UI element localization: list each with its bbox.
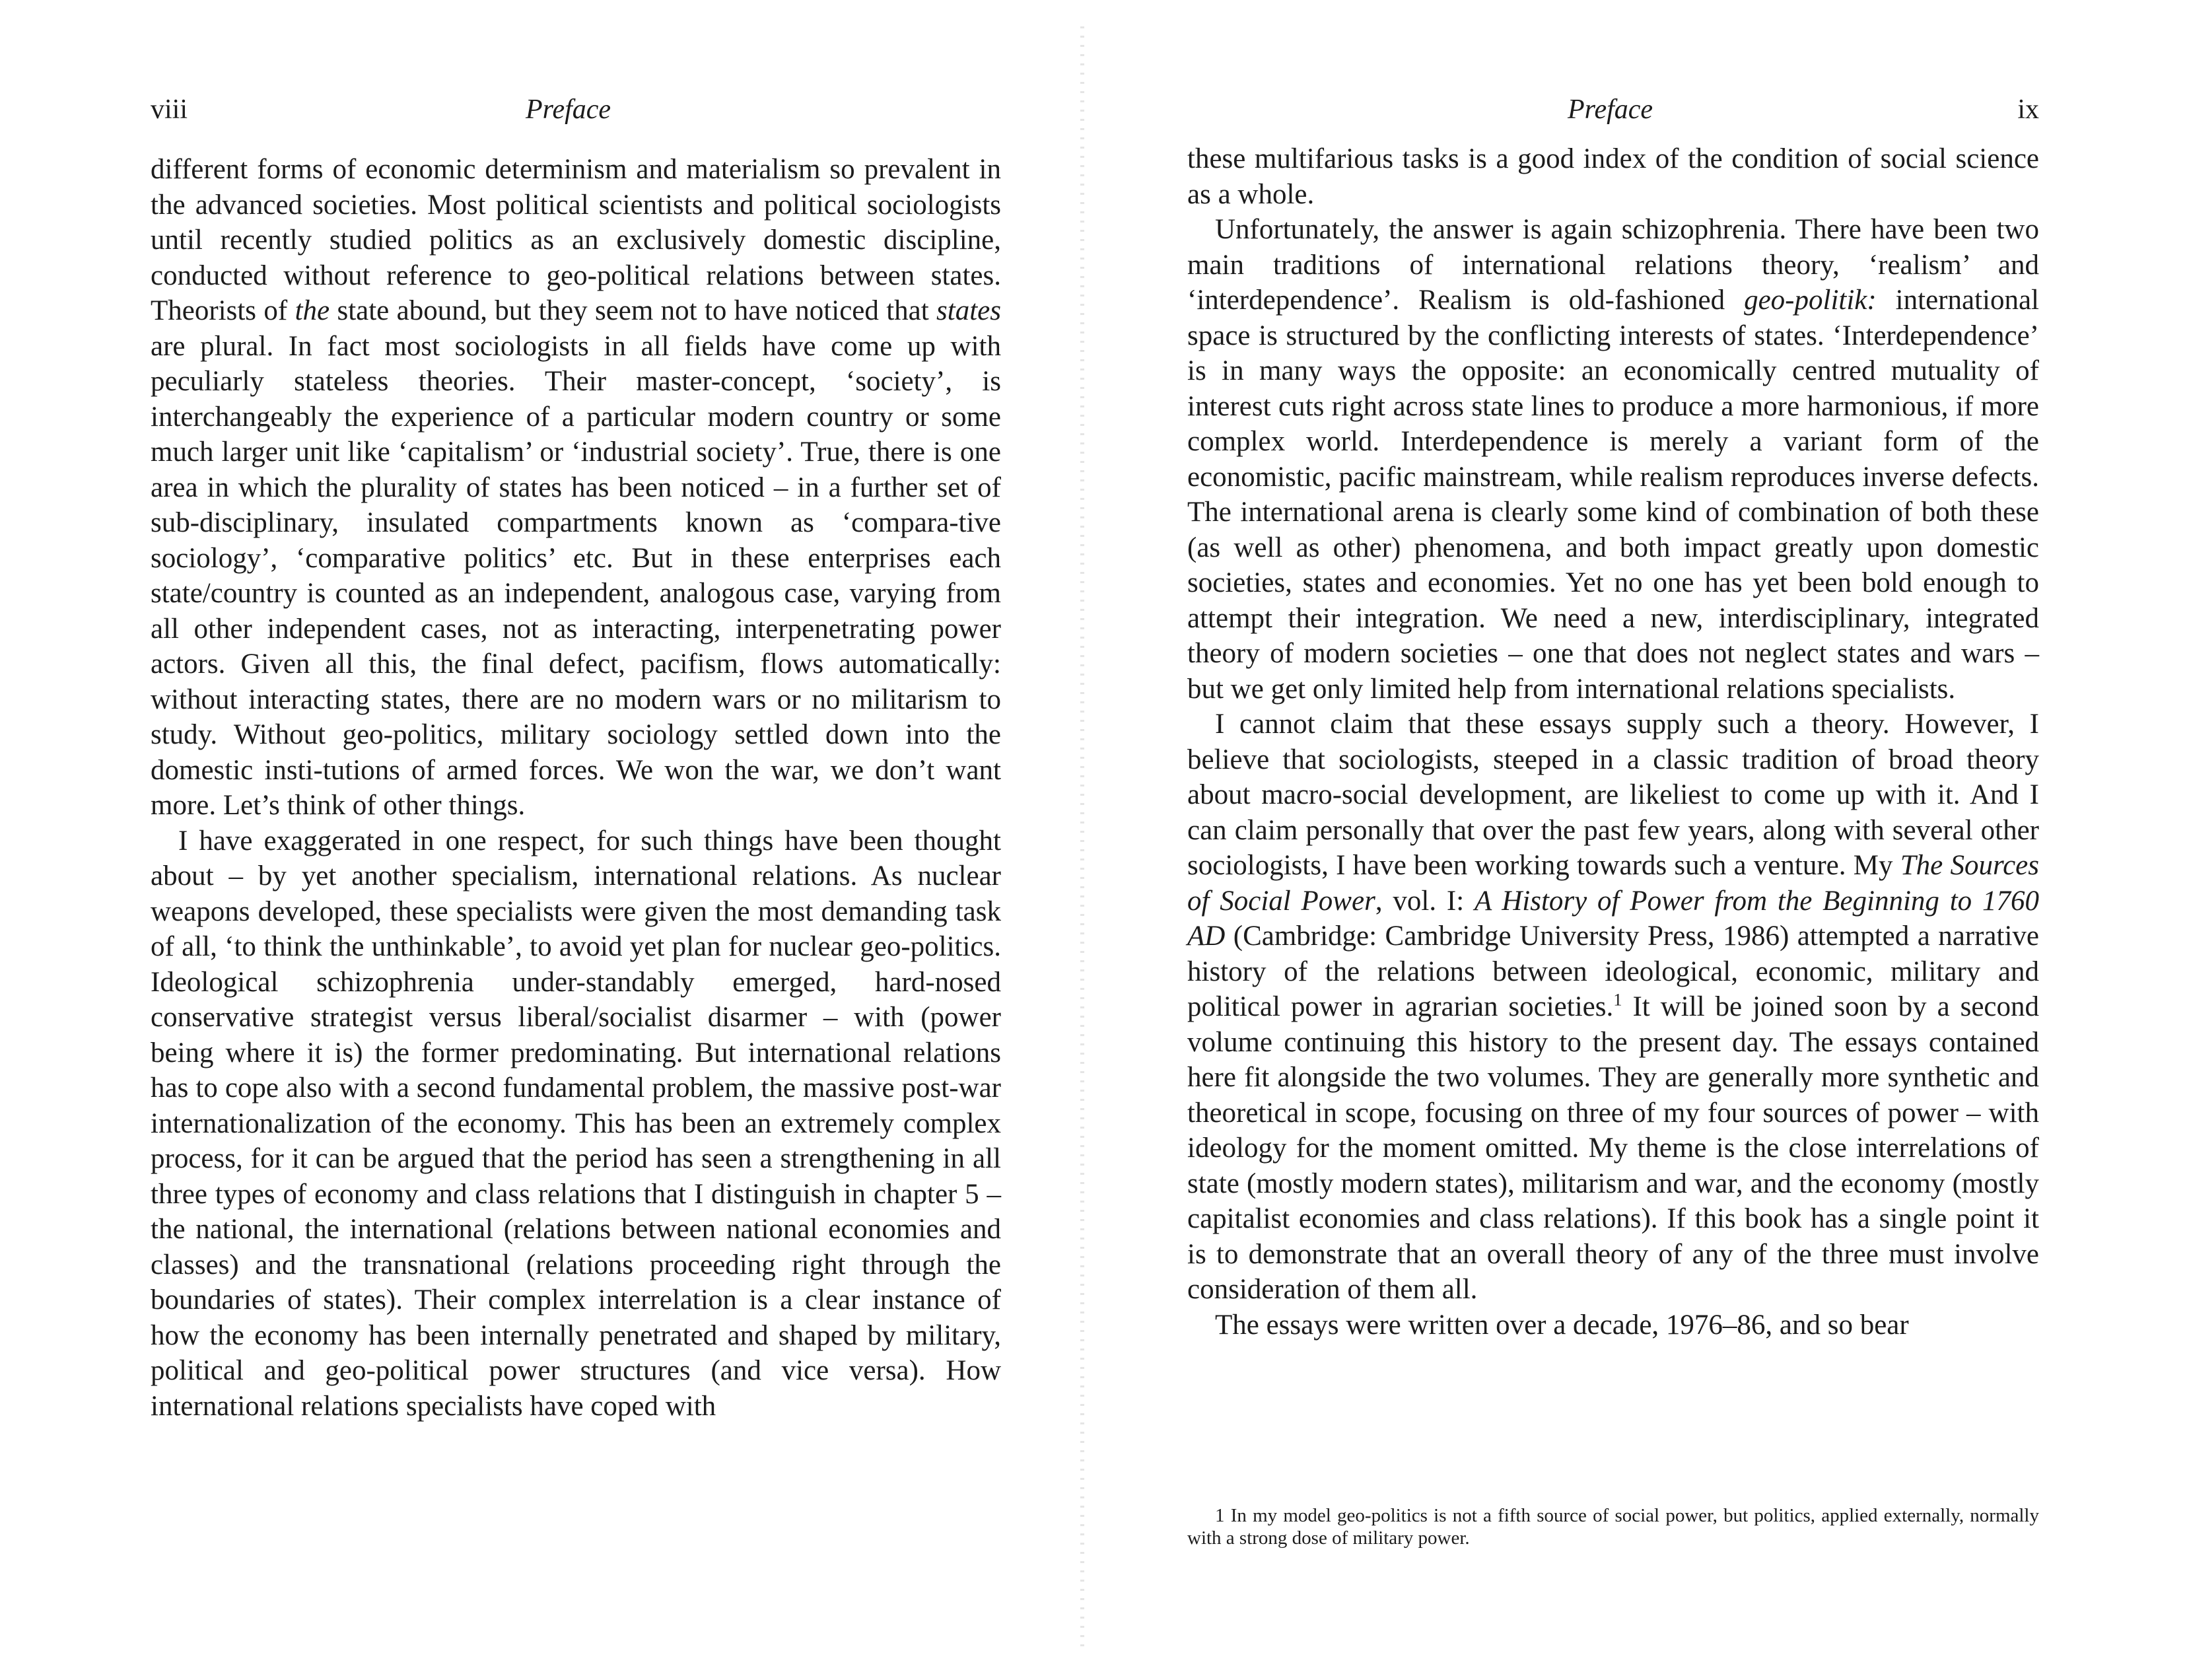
book-gutter	[1080, 26, 1084, 1651]
italic-text: states	[936, 295, 1001, 326]
text-run: international space is structured by the conflicting interests of states. ‘Interdependence’ is in many ways the opposite: an economically centred mutuality of interest cuts right across state lines to produce a more harmonious, if more complex world. Interdependence is merely a variant form of the economistic, pacific mainstream, while realism reproduces inverse defects. The international arena is clearly some kind of combination of both these (as well as other) phenomena, and both impact greatly upon domestic societies, states and economies. Yet no one has yet been bold enough to attempt their integration. We need a new, interdisciplinary, integrated theory of modern societies – one that does not neglect states and wars – but we get only limited help from international relations specialists.	[1187, 285, 2039, 705]
text-run: (Cambridge: Cambridge University Press, 1986) attempted a narrative history of the relations between ideological, economic, military and political power in agrarian societies.	[1187, 921, 2039, 1022]
paragraph	[151, 823, 1001, 1424]
text-run: different forms of economic determinism and materialism so prevalent in the advanced societies. Most political scientists and political sociologists until recently studied politics as an exclusively domestic discipline, conducted without reference to geo-political relations between states. Theorists of	[151, 154, 1001, 326]
paragraph	[1187, 141, 2039, 212]
text-run: The essays were written over a decade, 1976–86, and so bear	[1215, 1309, 1909, 1341]
text-run: state abound, but they seem not to have noticed that	[330, 295, 937, 326]
page-number: viii	[151, 94, 188, 125]
right-running-head	[1187, 91, 2039, 128]
footnote-marker: 1	[1215, 1505, 1225, 1526]
footnote-reference: 1	[1613, 989, 1622, 1010]
left-body-text	[151, 152, 1001, 1424]
text-run: Unfortunately, the answer is again schizophrenia. There have been two main traditions of international relations theory, ‘realism’ and ‘interdependence’. Realism is old-fashioned	[1187, 214, 2039, 316]
text-run: I cannot claim that these essays supply such a theory. However, I believe that sociologists, steeped in a classic tradition of broad theory about macro-social development, are likeliest to come up with it. And I can claim personally that over the past few years, along with several other sociologists, I have been working towards such a venture. My	[1187, 709, 2039, 881]
paragraph	[1187, 1308, 2039, 1343]
page-number: ix	[2017, 94, 2039, 125]
paragraph	[1187, 212, 2039, 707]
text-run: are plural. In fact most sociologists in all fields have come up with peculiarly stateless theories. Their master-concept, ‘society’, is interchangeably the experience of a particular modern country or some much larger unit like ‘capitalism’ or ‘industrial society’. True, there is one area in which the plurality of states has been noticed – in a further set of sub-disciplinary, insulated compartments known as ‘compara-tive sociology’, ‘comparative politics’ etc. But in these enterprises each state/country is counted as an independent, analogous case, varying from all other independent cases, not as interacting, interpenetrating power actors. Given all this, the final defect, pacifism, flows automatically: without interacting states, there are no modern wars or no militarism to study. Without geo-politics, military sociology settled down into the domestic insti-tutions of armed forces. We won the war, we don’t want more. Let’s think of other things.	[151, 330, 1001, 821]
running-title: Preface	[526, 94, 611, 125]
italic-text: the	[295, 295, 330, 326]
running-title: Preface	[1568, 94, 1653, 125]
text-run: these multifarious tasks is a good index of the condition of social science as a whole.	[1187, 143, 2039, 210]
paragraph	[151, 152, 1001, 823]
paragraph	[1187, 707, 2039, 1308]
text-run: , vol. I:	[1375, 885, 1475, 917]
footnote	[1187, 1504, 2039, 1549]
italic-text: A History of Power from the Beginning to 1760 AD	[1187, 885, 2039, 952]
italic-text: The Sources of Social Power	[1187, 850, 2039, 917]
left-running-head	[151, 91, 1001, 128]
right-body-text	[1187, 141, 2039, 1343]
italic-text: geo-politik:	[1744, 285, 1877, 316]
text-run: I have exaggerated in one respect, for such things have been thought about – by yet another specialism, international relations. As nuclear weapons developed, these specialists were given the most demanding task of all, ‘to think the unthinkable’, to avoid yet plan for nuclear geo-politics. Ideological schizophrenia under-standably emerged, hard-nosed conservative strategist versus liberal/socialist disarmer – with (power being where it is) the former predominating. But international relations has to cope also with a second fundamental problem, the massive post-war internationalization of the economy. This has been an extremely complex process, for it can be argued that the period has seen a strengthening in all three types of economy and class relations that I distinguish in chapter 5 – the national, the international (relations between national economies and classes) and the transnational (relations proceeding right through the boundaries of states). Their complex interrelation is a clear instance of how the economy has been internally penetrated and shaped by military, political and geo-political power structures (and vice versa). How international relations specialists have coped with	[151, 825, 1001, 1422]
footnote-text: In my model geo-politics is not a fifth source of social power, but politics, applied externally, normally with a strong dose of military power.	[1187, 1505, 2039, 1549]
text-run: It will be joined soon by a second volume continuing this history to the present day. The essays contained here fit alongside the two volumes. They are generally more synthetic and theoretical in scope, focusing on three of my four sources of power – with ideology for the moment omitted. My theme is the close interrelations of state (mostly modern states), militarism and war, and the economy (mostly capitalist economies and class relations). If this book has a single point it is to demonstrate that an overall theory of any of the three must involve consideration of them all.	[1187, 991, 2039, 1305]
